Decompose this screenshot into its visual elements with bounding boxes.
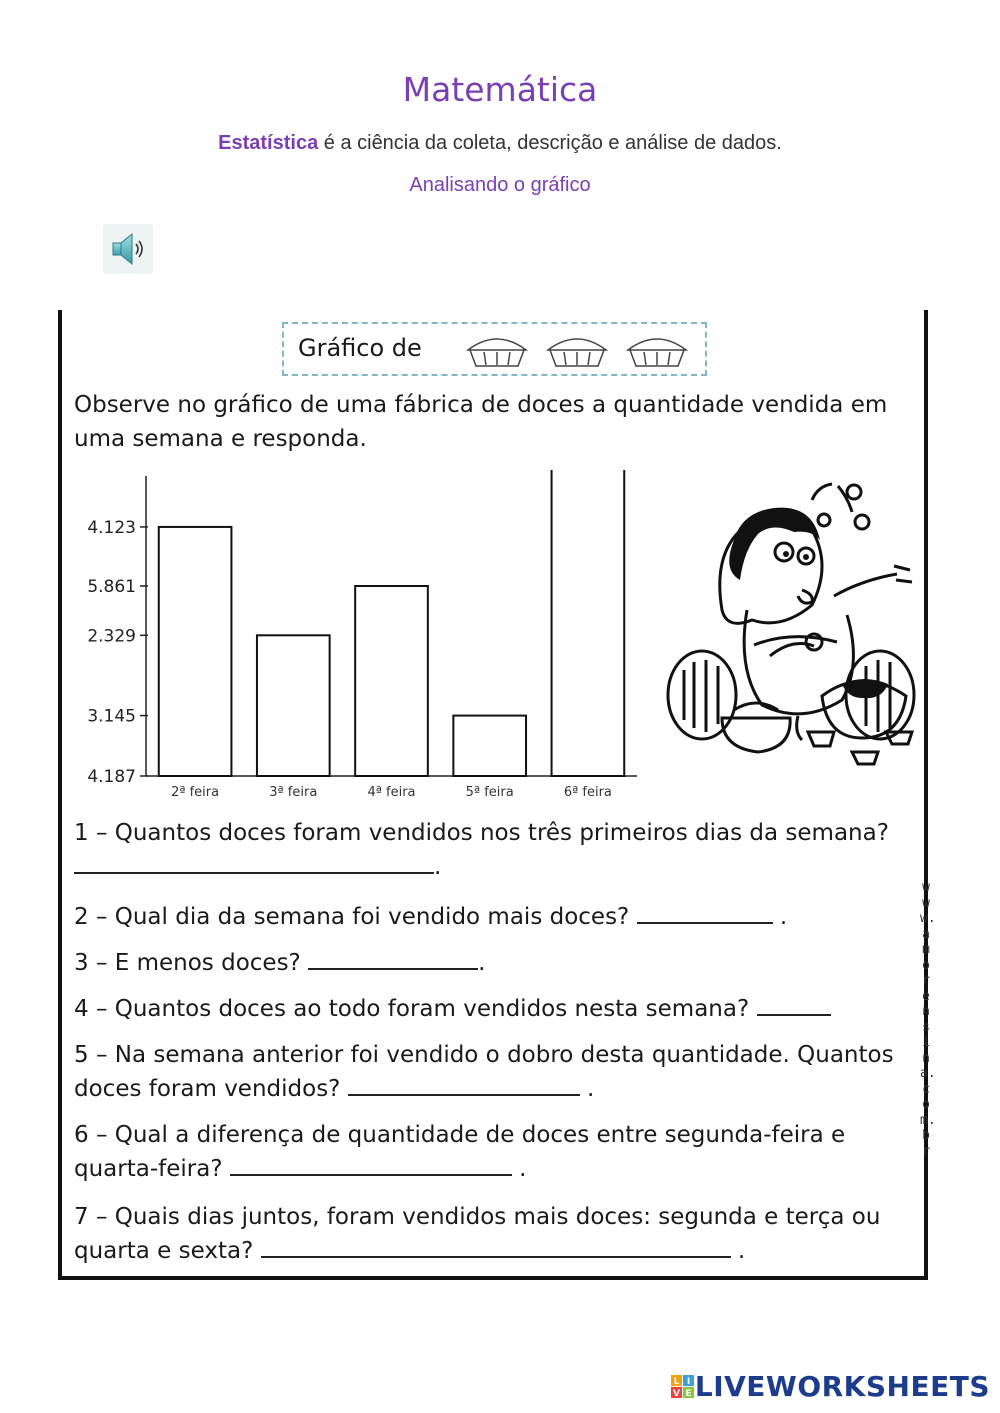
bar	[453, 716, 526, 776]
logo-letter: V	[672, 1388, 680, 1399]
question-3: 3 – E menos doces? .	[74, 946, 924, 980]
liveworksheets-logo-icon	[671, 1375, 695, 1399]
question-4	[74, 992, 924, 1026]
answer-1-blank[interactable]	[74, 850, 434, 874]
answer-7-blank[interactable]	[261, 1234, 731, 1258]
question-6: 6 – Qual a diferença de quantidade de doces entre segunda-feira e quarta-feira? .	[74, 1122, 846, 1182]
question-5-text: 5 – Na semana anterior foi vendido o dobro desta quantidade. Quantos doces foram vendidos?	[74, 1042, 894, 1102]
bar	[552, 470, 625, 776]
x-tick-label: 6ª feira	[563, 785, 612, 800]
question-6-text: 6 – Qual a diferença de quantidade de doces entre segunda-feira e quarta-feira?	[74, 1122, 846, 1182]
speaker-icon	[103, 224, 153, 274]
worksheet-image	[58, 310, 936, 1280]
question-7-text: 7 – Quais dias juntos, foram vendidos mais doces: segunda e terça ou quarta e sexta?	[74, 1204, 881, 1264]
liveworksheets-logo	[671, 1370, 990, 1403]
y-tick-label: 4.123	[87, 517, 136, 538]
cupcake-icons	[462, 330, 702, 370]
y-tick-label: 4.187	[87, 767, 136, 787]
chart-header-box	[282, 322, 707, 376]
x-tick-label: 2ª feira	[171, 785, 220, 800]
intro-definition: é a ciência da coleta, descrição e análise de dados.	[318, 132, 782, 154]
intro-text	[0, 132, 1000, 155]
answer-3-blank[interactable]	[308, 946, 478, 970]
question-5: 5 – Na semana anterior foi vendido o dobro desta quantidade. Quantos doces foram vendidos? .	[74, 1042, 894, 1102]
bar-chart	[62, 470, 652, 805]
audio-play-button[interactable]	[103, 224, 153, 274]
chart-header-label: Gráfico de	[298, 334, 422, 362]
question-1: 1 – Quantos doces foram vendidos nos três primeiros dias da semana? .	[74, 820, 889, 880]
answer-6-blank[interactable]	[230, 1152, 512, 1176]
intro-bold-term: Estatística	[218, 132, 319, 154]
y-tick-label: 3.145	[87, 706, 136, 727]
liveworksheets-brand: LIVEWORKSHEETS	[694, 1370, 990, 1403]
bar	[355, 586, 428, 776]
answer-4-blank[interactable]	[757, 992, 831, 1016]
y-tick-label: 2.329	[87, 626, 136, 647]
answer-2-blank[interactable]	[637, 900, 773, 924]
bar	[257, 635, 330, 776]
question-4-text: 4 – Quantos doces ao todo foram vendidos nesta semana?	[74, 996, 750, 1022]
logo-letter: E	[685, 1388, 692, 1399]
question-2-text: 2 – Qual dia da semana foi vendido mais doces?	[74, 904, 630, 930]
y-tick-label: 5.861	[87, 577, 136, 598]
bar	[159, 527, 232, 776]
section-subtitle: Analisando o gráfico	[409, 174, 591, 196]
x-tick-label: 5ª feira	[465, 785, 514, 800]
side-watermark-url: www.amorensina.com.br	[920, 880, 936, 1159]
logo-letter: I	[686, 1376, 691, 1387]
answer-5-blank[interactable]	[348, 1072, 580, 1096]
page-title: Matemática	[402, 70, 598, 109]
question-2: 2 – Qual dia da semana foi vendido mais doces? .	[74, 900, 924, 934]
question-1-text: 1 – Quantos doces foram vendidos nos três primeiros dias da semana?	[74, 820, 889, 846]
x-tick-label: 4ª feira	[367, 785, 416, 800]
x-tick-label: 3ª feira	[269, 785, 318, 800]
question-7: 7 – Quais dias juntos, foram vendidos mais doces: segunda e terça ou quarta e sexta? .	[74, 1204, 881, 1264]
logo-letter: L	[673, 1376, 680, 1387]
girl-illustration	[662, 470, 922, 790]
question-3-text: 3 – E menos doces?	[74, 950, 301, 976]
instruction-text: Observe no gráfico de uma fábrica de doces a quantidade vendida em uma semana e responda.	[74, 392, 888, 452]
